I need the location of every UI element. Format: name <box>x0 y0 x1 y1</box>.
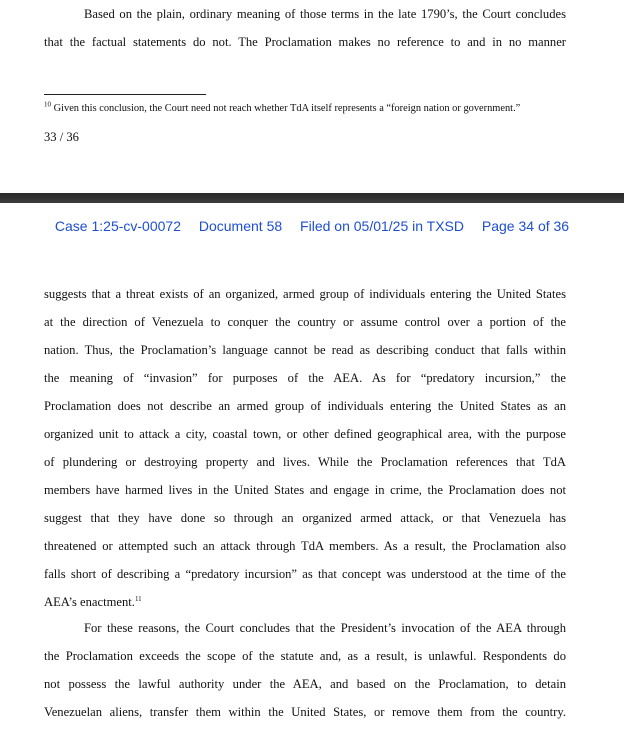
footnote-number: 10 <box>44 100 51 109</box>
text-line: Proclamation does not describe an armed group of individuals entering the United States as an <box>44 399 566 413</box>
top-paragraph <box>44 0 566 56</box>
filed-date: Filed on 05/01/25 in TXSD <box>300 218 464 234</box>
text-line <box>44 588 566 616</box>
document-number: Document 58 <box>198 218 283 234</box>
text-line: that the factual statements do not. The Proclamation makes no reference to and in no manner <box>44 35 566 49</box>
text-line: at the direction of Venezuela to conquer the country or assume control over a portion of the <box>44 315 566 329</box>
text-line: nation. Thus, the Proclamation’s language cannot be read as describing conduct that falls within <box>44 343 566 357</box>
text-line: suggests that a threat exists of an organized, armed group of individuals entering the United States <box>44 287 566 301</box>
text-line: the meaning of “invasion” for purposes of the AEA. As for “predatory incursion,” the <box>44 371 566 385</box>
text-line: Venezuelan aliens, transfer them within the United States, or remove them from the country. <box>44 705 566 719</box>
footnote-text: Given this conclusion, the Court need not reach whether TdA itself represents a “foreign nation or government.” <box>53 103 521 114</box>
text-line: not possess the lawful authority under the AEA, and based on the Proclamation, to detain <box>44 677 566 691</box>
footnote-reference: 11 <box>134 594 142 603</box>
case-number: Case 1:25-cv-00072 <box>54 218 181 234</box>
page-number: 33 / 36 <box>44 130 79 144</box>
text-fragment: AEA’s enactment. <box>44 595 135 609</box>
paragraph-2 <box>44 614 566 726</box>
paragraph-1 <box>44 280 566 616</box>
text-line: the Proclamation exceeds the scope of the statute and, as a result, is unlawful. Respondents do <box>44 649 566 663</box>
footnote-10 <box>44 102 584 116</box>
text-line: organized unit to attack a city, coastal town, or other defined geographical area, with the purpose <box>44 427 566 441</box>
text-line: threatened or attempted such an attack through TdA members. As a result, the Proclamation also <box>44 539 566 553</box>
text-line: falls short of describing a “predatory incursion” as that concept was understood at the time of the <box>44 567 566 581</box>
footnote-separator <box>44 94 206 95</box>
previous-page <box>0 0 624 192</box>
page-of: Page 34 of 36 <box>481 218 570 234</box>
text-line: Based on the plain, ordinary meaning of those terms in the late 1790’s, the Court concludes <box>84 7 566 21</box>
case-header <box>0 218 624 234</box>
page-divider <box>0 193 624 203</box>
text-line: For these reasons, the Court concludes that the President’s invocation of the AEA through <box>84 621 566 635</box>
text-line: members have harmed lives in the United States and engage in crime, the Proclamation does not <box>44 483 566 497</box>
text-line: of plundering or destroying property and lives. While the Proclamation references that TdA <box>44 455 566 469</box>
text-line: suggest that they have done so through an organized armed attack, or that Venezuela has <box>44 511 566 525</box>
